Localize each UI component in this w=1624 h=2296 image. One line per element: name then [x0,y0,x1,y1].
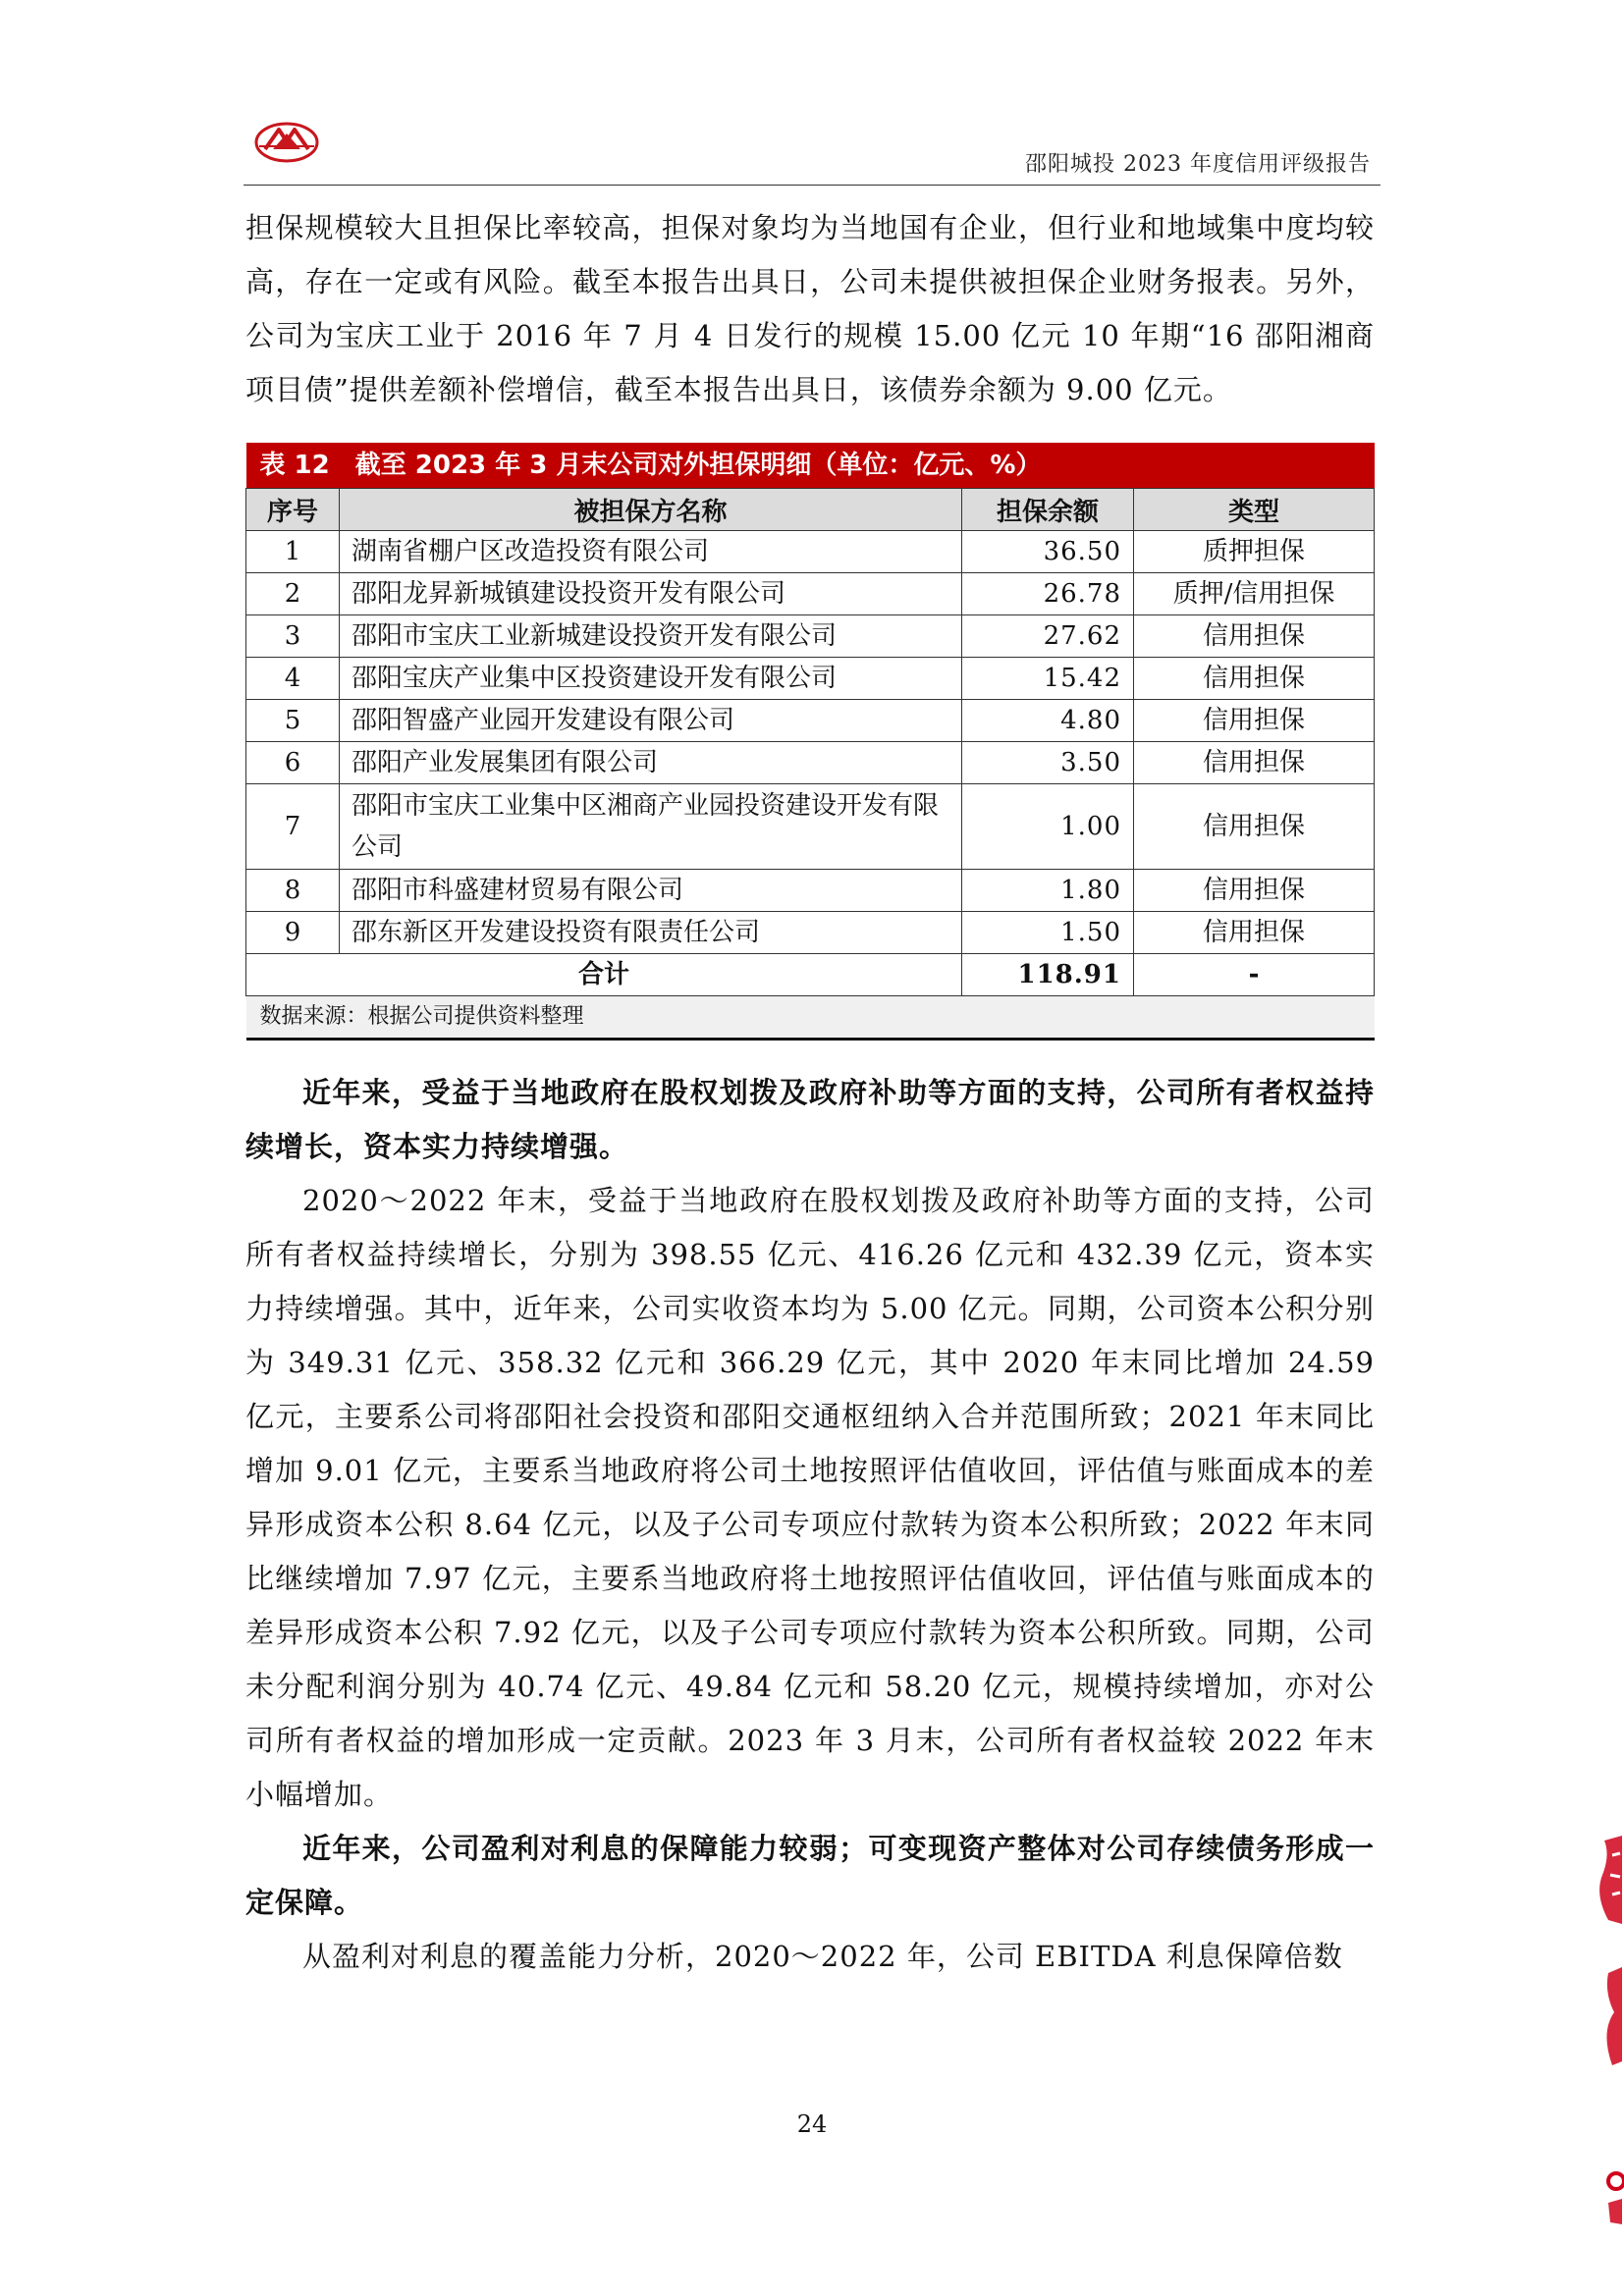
row-index: 9 [246,912,340,954]
intro-paragraph: 担保规模较大且担保比率较高，担保对象均为当地国有企业，但行业和地域集中度均较高，存在一定或有风险。截至本报告出具日，公司未提供被担保企业财务报表。另外，公司为宝庆工业于 2016 年 7 月 4 日发行的规模 15.00 亿元 10 年期“16 邵阳湘商项目债”提供差额补偿增信，截至本报告出具日，该债券余额为 9.00 亿元。 [245,211,1375,406]
seal-stamp-fragment [1565,1836,1624,1924]
total-label: 合计 [246,954,962,996]
row-type: 信用担保 [1134,742,1375,784]
table-row [246,573,1375,615]
header-divider [244,185,1380,186]
row-amount: 27.62 [962,615,1134,658]
table-row [246,531,1375,573]
row-name: 邵东新区开发建设投资有限责任公司 [340,912,962,954]
seal-stamp-fragment [1565,1963,1624,2071]
table-row [246,784,1375,870]
guarantee-table [245,443,1375,1041]
header-amount: 担保余额 [962,489,1134,531]
row-name: 邵阳市宝庆工业新城建设投资开发有限公司 [340,615,962,658]
row-index: 5 [246,700,340,742]
row-type: 信用担保 [1134,870,1375,912]
seal-stamp-fragment [1565,2160,1624,2228]
row-name: 邵阳龙昇新城镇建设投资开发有限公司 [340,573,962,615]
section-heading-equity: 近年来，受益于当地政府在股权划拨及政府补助等方面的支持，公司所有者权益持续增长，资本实力持续增强。 [245,1076,1375,1163]
row-index: 7 [246,784,340,870]
row-name: 邵阳宝庆产业集中区投资建设开发有限公司 [340,658,962,700]
row-name: 邵阳市科盛建材贸易有限公司 [340,870,962,912]
row-amount: 3.50 [962,742,1134,784]
interest-paragraph: 从盈利对利息的覆盖能力分析，2020～2022 年，公司 EBITDA 利息保障倍数 [302,1940,1343,1973]
total-amount: 118.91 [962,954,1134,996]
row-amount: 26.78 [962,573,1134,615]
row-type: 信用担保 [1134,658,1375,700]
page-number: 24 [796,2110,828,2138]
table-total-row [246,954,1375,996]
total-type: - [1134,954,1375,996]
row-name: 邵阳智盛产业园开发建设有限公司 [340,700,962,742]
table-row [246,700,1375,742]
table-row [246,742,1375,784]
report-header-title: 邵阳城投 2023 年度信用评级报告 [1025,152,1371,177]
header-type: 类型 [1134,489,1375,531]
row-index: 1 [246,531,340,573]
equity-paragraph: 2020～2022 年末，受益于当地政府在股权划拨及政府补助等方面的支持，公司所有者权益持续增长，分别为 398.55 亿元、416.26 亿元和 432.39 亿元，资本实力持续增强。其中，近年来，公司实收资本均为 5.00 亿元。同期，公司资本公积分别为 349.31 亿元、358.32 亿元和 366.29 亿元，其中 2020 年末同比增加 24.59 亿元，主要系公司将邵阳社会投资和邵阳交通枢纽纳入合并范围所致；2021 年末同比增加 9.01 亿元，主要系当地政府将公司土地按照评估值收回，评估值与账面成本的差异形成资本公积 8.64 亿元，以及子公司专项应付款转为资本公积所致；2022 年末同比继续增加 7.97 亿元，主要系当地政府将土地按照评估值收回，评估值与账面成本的差异形成资本公积 7.92 亿元，以及子公司专项应付款转为资本公积所致。同期，公司未分配利润分别为 40.74 亿元、49.84 亿元和 58.20 亿元，规模持续增加，亦对公司所有者权益的增加形成一定贡献。2023 年 3 月末，公司所有者权益较 2022 年末小幅增加。 [245,1184,1375,1811]
row-index: 8 [246,870,340,912]
row-amount: 36.50 [962,531,1134,573]
row-type: 信用担保 [1134,784,1375,870]
row-type: 质押/信用担保 [1134,573,1375,615]
row-type: 信用担保 [1134,615,1375,658]
section-heading-interest: 近年来，公司盈利对利息的保障能力较弱；可变现资产整体对公司存续债务形成一定保障。 [245,1832,1375,1919]
header-index: 序号 [246,489,340,531]
row-index: 6 [246,742,340,784]
row-amount: 4.80 [962,700,1134,742]
company-logo [253,120,320,165]
table-row [246,615,1375,658]
table-caption-row [246,443,1375,489]
row-index: 4 [246,658,340,700]
row-amount: 1.00 [962,784,1134,870]
table-row [246,658,1375,700]
table-source: 数据来源：根据公司提供资料整理 [246,996,1375,1040]
row-type: 信用担保 [1134,912,1375,954]
page-content [245,201,1375,1984]
table-row [246,870,1375,912]
row-type: 质押担保 [1134,531,1375,573]
table-header-row [246,489,1375,531]
guarantee-table-wrapper [245,443,1375,1041]
row-name: 邵阳产业发展集团有限公司 [340,742,962,784]
row-name: 湖南省棚户区改造投资有限公司 [340,531,962,573]
table-row [246,912,1375,954]
header-name: 被担保方名称 [340,489,962,531]
table-source-row [246,996,1375,1040]
row-index: 2 [246,573,340,615]
row-amount: 1.50 [962,912,1134,954]
table-caption: 表 12 截至 2023 年 3 月末公司对外担保明细（单位：亿元、%） [246,443,1375,489]
row-amount: 1.80 [962,870,1134,912]
analysis-section [245,1066,1375,1984]
row-name: 邵阳市宝庆工业集中区湘商产业园投资建设开发有限公司 [340,784,962,870]
row-index: 3 [246,615,340,658]
row-amount: 15.42 [962,658,1134,700]
row-type: 信用担保 [1134,700,1375,742]
